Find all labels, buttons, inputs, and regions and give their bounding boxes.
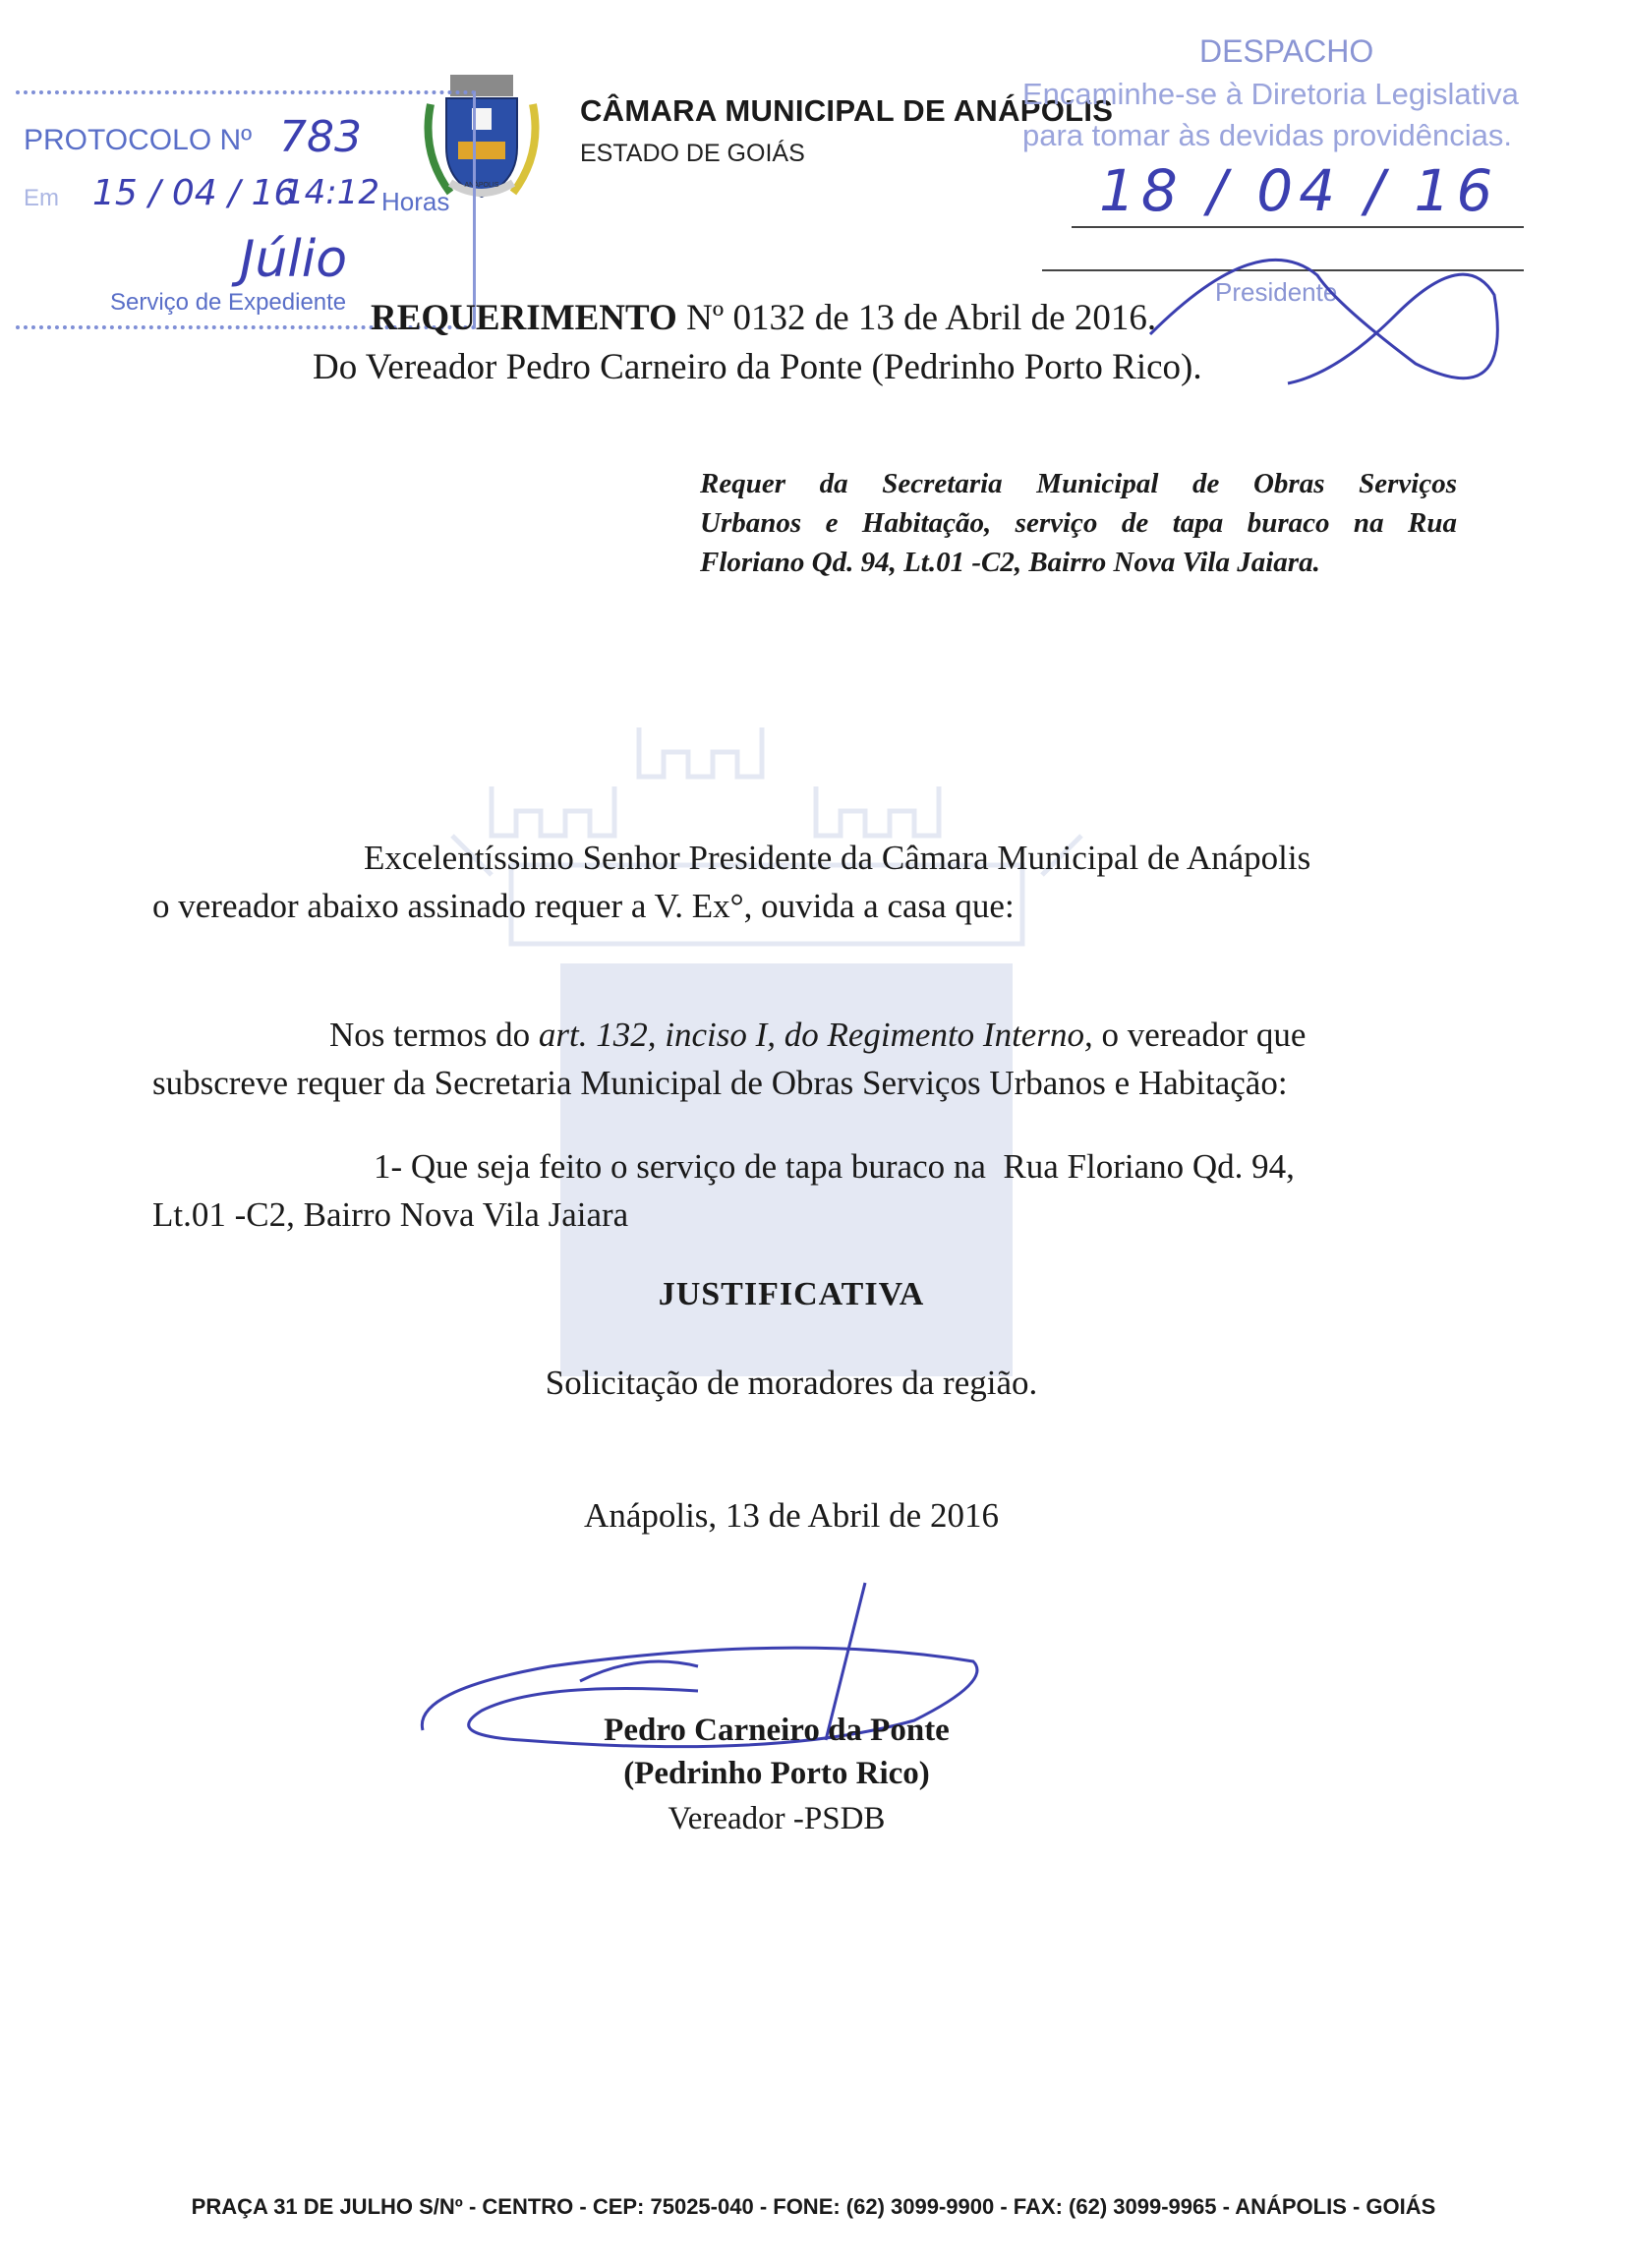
paragraph-legal-basis: [152, 1011, 1430, 1107]
summary-line-3: Floriano Qd. 94, Lt.01 -C2, Bairro Nova Vila Jaiara.: [700, 547, 1320, 578]
protocol-signature: Júlio: [240, 230, 348, 289]
protocol-date-prefix: Em: [24, 185, 59, 211]
summary-line-2: Urbanos e Habitação, serviço de tapa buraco na Rua: [700, 507, 1457, 539]
protocol-date: 15 / 04 / 16: [92, 173, 297, 213]
despacho-stamp: [1022, 20, 1612, 315]
crest-ribbon-text: ANÁPOLIS: [464, 182, 499, 189]
summary-line-1: Requer da Secretaria Municipal de Obras Serviços: [700, 468, 1457, 499]
document-title-type: REQUERIMENTO: [371, 298, 677, 338]
paragraph-salutation: [152, 834, 1430, 930]
despacho-title: DESPACHO: [1199, 33, 1374, 69]
request-item-1-line-2: Lt.01 -C2, Bairro Nova Vila Jaiara: [152, 1195, 629, 1234]
legal-basis-line-2: subscreve requer da Secretaria Municipal de Obras Serviços Urbanos e Habitação:: [152, 1064, 1288, 1102]
institution-name: CÂMARA MUNICIPAL DE ANÁPOLIS: [580, 93, 1114, 128]
protocol-stamp: [16, 90, 476, 329]
protocol-number: 783: [279, 112, 362, 162]
justification-title: JUSTIFICATIVA: [658, 1276, 925, 1312]
protocol-label: PROTOCOLO Nº: [24, 124, 253, 156]
protocol-footer: Serviço de Expediente: [110, 289, 347, 316]
despacho-line-1: Encaminhe-se à Diretoria Legislativa: [1022, 77, 1519, 111]
despacho-date: 18 / 04 / 16: [1099, 157, 1499, 224]
signer-nickname: (Pedrinho Porto Rico): [623, 1756, 930, 1791]
request-item-1-line-1: 1- Que seja feito o serviço de tapa buraco na Rua Floriano Qd. 94,: [374, 1147, 1295, 1186]
legal-basis-pre: Nos termos do: [329, 1016, 531, 1054]
salutation-line-1: Excelentíssimo Senhor Presidente da Câmara Municipal de Anápolis: [364, 839, 1311, 877]
despacho-role: Presidente: [1215, 277, 1338, 307]
document-title-number: Nº 0132 de 13 de Abril de 2016.: [686, 298, 1157, 338]
document-author: Do Vereador Pedro Carneiro da Ponte (Pedrinho Porto Rico).: [313, 347, 1202, 387]
protocol-time: 14:12: [283, 173, 379, 212]
state-name: ESTADO DE GOIÁS: [580, 140, 805, 167]
request-item-1: [152, 1142, 1430, 1239]
place-date: Anápolis, 13 de Abril de 2016: [584, 1496, 999, 1535]
despacho-line-2: para tomar às devidas providências.: [1022, 118, 1512, 152]
legal-basis-reference: art. 132, inciso I, do Regimento Interno,: [538, 1016, 1093, 1054]
footer-address: PRAÇA 31 DE JULHO S/Nº - CENTRO - CEP: 75025-040 - FONE: (62) 3099-9900 - FAX: (62) 3099-9965 - ANÁPOLIS - GOIÁS: [191, 2194, 1436, 2219]
salutation-line-2: o vereador abaixo assinado requer a V. Ex°, ouvida a casa que:: [152, 887, 1015, 925]
legal-basis-post: o vereador que: [1101, 1016, 1307, 1054]
justification-text: Solicitação de moradores da região.: [545, 1364, 1038, 1402]
protocol-time-label: Horas: [381, 187, 450, 216]
signer-name: Pedro Carneiro da Ponte: [604, 1713, 950, 1748]
document-summary: [700, 464, 1457, 582]
document-title: [371, 297, 1156, 339]
signer-role: Vereador -PSDB: [668, 1801, 886, 1836]
